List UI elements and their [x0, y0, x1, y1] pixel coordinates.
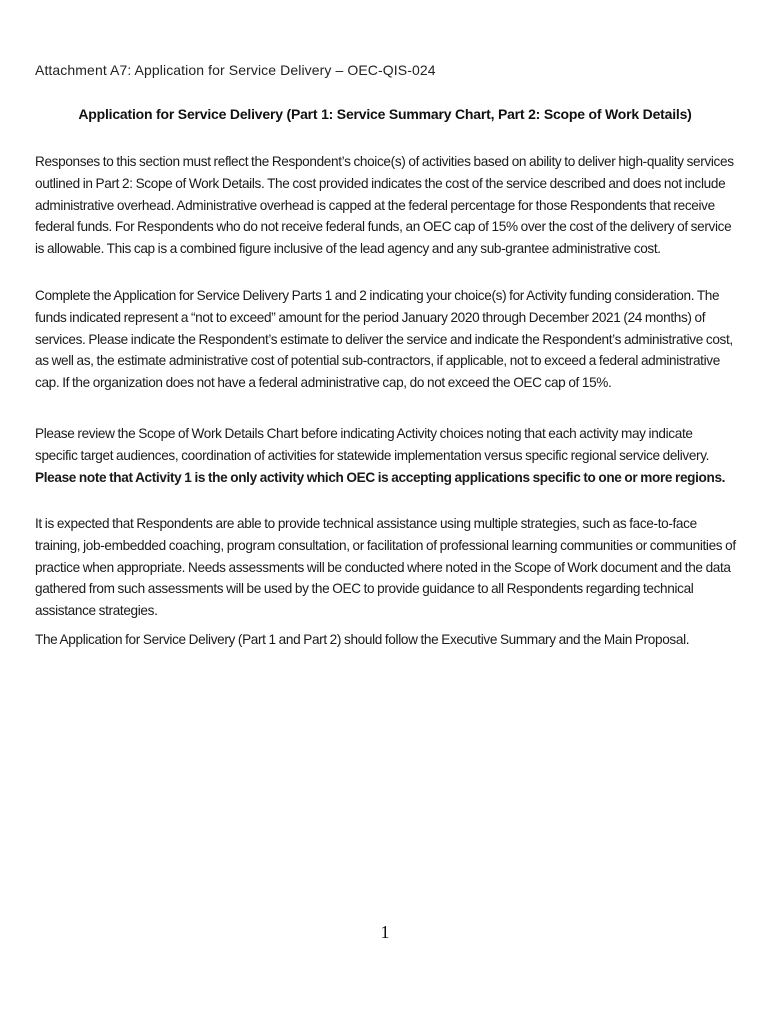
paragraph-technical-assistance: It is expected that Respondents are able to provide technical assistance using multiple strategies, such as face-to-face training, job-embedded coaching, program consultation, or facilitation of professional learning communities or communities of practice when appropriate. Needs assessments will be conducted where noted in the Scope of Work document and the data gathered from such assessments will be used by the OEC to provide guidance to all Respondents regarding technical assistance strategies. — [35, 516, 736, 619]
paragraph-ordering: The Application for Service Delivery (Part 1 and Part 2) should follow the Executive Summary and the Main Proposal. — [35, 632, 690, 647]
attachment-header: Attachment A7: Application for Service Delivery – OEC-QIS-024 — [35, 62, 436, 78]
paragraph-review-scope — [35, 423, 737, 488]
document-title: Application for Service Delivery (Part 1: Service Summary Chart, Part 2: Scope of Work Details) — [78, 106, 692, 122]
paragraph-responses: Responses to this section must reflect the Respondent’s choice(s) of activities based on ability to deliver high-quality services outlined in Part 2: Scope of Work Details. The cost provided indicates the cost of the service described and does not include administrative overhead. Administrative overhead is capped at the federal percentage for those Respondents that receive federal funds. For Respondents who do not receive federal funds, an OEC cap of 15% over the cost of the delivery of service is allowable. This cap is a combined figure inclusive of the lead agency and any sub-grantee administrative cost. — [35, 154, 734, 257]
paragraph-complete-application: Complete the Application for Service Delivery Parts 1 and 2 indicating your choice(s) for Activity funding consideration. The funds indicated represent a “not to exceed” amount for the period January 2020 through December 2021 (24 months) of services. Please indicate the Respondent’s estimate to deliver the service and indicate the Respondent’s administrative cost, as well as, the estimate administrative cost of potential sub-contractors, if applicable, not to exceed a federal administrative cap. If the organization does not have a federal administrative cap, do not exceed the OEC cap of 15%. — [35, 288, 733, 391]
paragraph-review-scope-text: Please review the Scope of Work Details Chart before indicating Activity choices noting that each activity may indicate specific target audiences, coordination of activities for statewide implementation versus specific regional service delivery. — [35, 426, 710, 463]
page-number: 1 — [380, 922, 390, 942]
activity-1-note: Please note that Activity 1 is the only activity which OEC is accepting applications specific to one or more regions. — [35, 469, 726, 485]
